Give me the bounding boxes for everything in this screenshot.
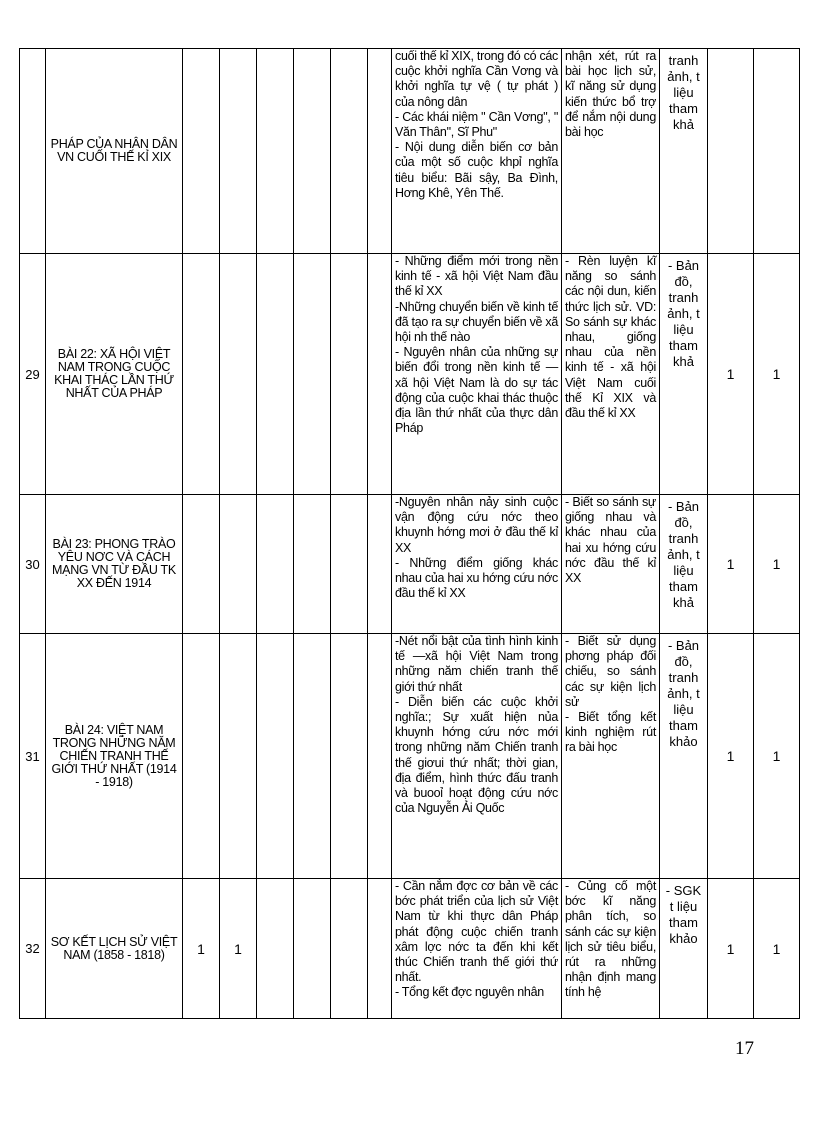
- lesson-number-cell: [20, 49, 46, 254]
- cell-line: khả: [673, 354, 694, 369]
- curriculum-table: [19, 48, 800, 1019]
- empty-cell: [368, 879, 392, 1019]
- cell-line: tham: [669, 915, 698, 930]
- lesson-title-cell: BÀI 22: XÃ HỘI VIỆT NAM TRONG CUỘC KHAI THÁC LẦN THỨ NHẤT CỦA PHÁP: [46, 254, 183, 495]
- cell-line: ảnh, t: [667, 686, 700, 701]
- cell-line: ảnh, t: [667, 69, 700, 84]
- period-count-cell: [220, 634, 257, 879]
- lesson-number-cell: 32: [20, 879, 46, 1019]
- teaching-aids-cell: [660, 254, 708, 495]
- period-count-cell: [183, 254, 220, 495]
- value-cell: 1: [754, 495, 800, 634]
- skills-cell: [562, 254, 660, 495]
- table-row: [20, 879, 800, 1019]
- cell-line: -Những chuyển biến về kinh tế đã tạo ra sự chuyển biến về xã hội nh thế nào: [395, 299, 558, 345]
- cell-line: khả: [673, 117, 694, 132]
- cell-line: tham: [669, 101, 698, 116]
- empty-cell: [257, 879, 294, 1019]
- cell-line: - Biết tổng kết kinh nghiệm rút ra bài học: [565, 710, 656, 755]
- cell-line: - Diễn biến các cuộc khởi nghĩa:; Sự xuất hiện nủa khuynh hớng cứu nớc mới trong những năm Chiến tranh thế giơui thứ nhất; thời gian, địa điểm, hình thức đấu tranh và buooỉ hoạt động cứu nớc của Nguyễn Ải Quốc: [395, 694, 558, 816]
- cell-line: liệu: [673, 322, 694, 337]
- cell-line: - Các khái niệm " Cần Vơng", " Văn Thân", Sĩ Phu": [395, 109, 558, 140]
- cell-line: -Nét nổi bật của tình hình kinh tế —xã hội Việt Nam trong những năm chiến tranh thế giới thứ nhất: [395, 634, 558, 694]
- cell-line: đồ,: [674, 515, 693, 530]
- period-count-cell: [220, 495, 257, 634]
- lesson-title-cell: PHÁP CỦA NHÂN DÂN VN CUỐI THẾ KỈ XIX: [46, 49, 183, 254]
- skills-cell: [562, 879, 660, 1019]
- period-count-cell: [183, 634, 220, 879]
- cell-line: đồ,: [674, 654, 693, 669]
- period-count-cell: [220, 254, 257, 495]
- table-row: [20, 495, 800, 634]
- teaching-aids-cell: [660, 879, 708, 1019]
- cell-line: - Rèn luyện kĩ năng so sánh các nội dun, kiến thức lịch sử. VD: So sánh sự khác nhau, giống nhau của nền kinh tế - xã hội Việt Nam cuối thế Kỉ XIX và đầu thế kỉ XX: [565, 254, 656, 421]
- cell-line: cuối thế kỉ XIX, trong đó có các cuộc khởi nghĩa Cần Vơng và khởi nghĩa tự vệ ( tự phát ) của nông dân: [395, 49, 558, 109]
- knowledge-cell: [392, 49, 562, 254]
- cell-line: - Nguyên nhân của những sự biến đổi trong nền kinh tế — xã hội Việt Nam là do sự tác động của cuộc khai thác thuộc địa lần thứ nhất của thực dân Pháp: [395, 345, 558, 436]
- page-number: 17: [735, 1038, 754, 1059]
- lesson-number-cell: 31: [20, 634, 46, 879]
- cell-line: tham: [669, 579, 698, 594]
- knowledge-cell: [392, 879, 562, 1019]
- cell-line: liệu: [673, 85, 694, 100]
- cell-line: khả: [673, 595, 694, 610]
- cell-line: - Những điểm mới trong nền kinh tế - xã hội Việt Nam đầu thế kỉ XX: [395, 254, 558, 299]
- cell-line: ảnh, t: [667, 306, 700, 321]
- period-count-cell: 1: [183, 879, 220, 1019]
- teaching-aids-cell: [660, 49, 708, 254]
- skills-cell: [562, 495, 660, 634]
- empty-cell: [257, 634, 294, 879]
- cell-line: - Cần nắm đợc cơ bản về các bớc phát triển của lịch sử Việt Nam từ khi thực dân Pháp phát động cuộc chiến tranh xâm lợc nớc ta đến khi kết thúc Chiến tranh thế giới thứ nhất.: [395, 879, 558, 985]
- lesson-title-cell: BÀI 24: VIỆT NAM TRONG NHỮNG NĂM CHIẾN TRANH THẾ GIỚI THỨ NHẤT (1914 - 1918): [46, 634, 183, 879]
- knowledge-cell: [392, 254, 562, 495]
- cell-line: - Bản: [667, 258, 700, 273]
- value-cell: 1: [754, 634, 800, 879]
- cell-line: tham: [669, 718, 698, 733]
- empty-cell: [368, 254, 392, 495]
- empty-cell: [331, 634, 368, 879]
- cell-line: nhận xét, rút ra bài học lịch sử, kĩ năng sử dụng kiến thức bổ trợ để nắm nội dung bài học: [565, 49, 656, 140]
- table-row: [20, 634, 800, 879]
- period-count-cell: [220, 49, 257, 254]
- empty-cell: [331, 495, 368, 634]
- empty-cell: [331, 254, 368, 495]
- skills-cell: [562, 49, 660, 254]
- value-cell: [708, 49, 754, 254]
- period-count-cell: [183, 49, 220, 254]
- value-cell: [754, 49, 800, 254]
- value-cell: 1: [708, 254, 754, 495]
- cell-line: tranh: [668, 53, 699, 68]
- empty-cell: [257, 254, 294, 495]
- cell-line: khảo: [669, 734, 698, 749]
- cell-line: - Bản: [667, 499, 700, 514]
- lesson-title-cell: SƠ KẾT LỊCH SỬ VIỆT NAM (1858 - 1818): [46, 879, 183, 1019]
- cell-line: tranh: [668, 670, 699, 685]
- cell-line: liệu: [673, 563, 694, 578]
- cell-line: - Nội dung diễn biến cơ bản của một số cuộc khpỉ nghĩa tiêu biểu: Bãi sậy, Ba Đình, Hơng Khê, Yên Thế.: [395, 140, 558, 200]
- empty-cell: [368, 49, 392, 254]
- lesson-number-cell: 30: [20, 495, 46, 634]
- empty-cell: [331, 49, 368, 254]
- value-cell: 1: [708, 879, 754, 1019]
- cell-line: liệu: [673, 702, 694, 717]
- knowledge-cell: [392, 634, 562, 879]
- table-row: [20, 254, 800, 495]
- value-cell: 1: [708, 495, 754, 634]
- skills-cell: [562, 634, 660, 879]
- cell-line: ảnh, t: [667, 547, 700, 562]
- empty-cell: [294, 254, 331, 495]
- cell-line: - Những điểm giống khác nhau của hai xu hớng cứu nớc đầu thế kỉ XX: [395, 555, 558, 601]
- empty-cell: [294, 495, 331, 634]
- cell-line: tham: [669, 338, 698, 353]
- period-count-cell: 1: [220, 879, 257, 1019]
- empty-cell: [331, 879, 368, 1019]
- cell-line: khảo: [669, 931, 698, 946]
- value-cell: 1: [754, 879, 800, 1019]
- period-count-cell: [183, 495, 220, 634]
- empty-cell: [294, 634, 331, 879]
- cell-line: -Nguyên nhân nảy sinh cuộc vận động cứu nớc theo khuynh hớng mơi ở đầu thế kỉ XX: [395, 495, 558, 555]
- empty-cell: [368, 634, 392, 879]
- table-row: [20, 49, 800, 254]
- teaching-aids-cell: [660, 495, 708, 634]
- cell-line: - Bản: [667, 638, 700, 653]
- cell-line: tranh: [668, 531, 699, 546]
- lesson-number-cell: 29: [20, 254, 46, 495]
- empty-cell: [294, 49, 331, 254]
- empty-cell: [294, 879, 331, 1019]
- cell-line: - Tổng kết đợc nguyên nhân: [395, 985, 544, 1000]
- cell-line: t liệu: [669, 899, 698, 914]
- teaching-aids-cell: [660, 634, 708, 879]
- empty-cell: [257, 495, 294, 634]
- empty-cell: [368, 495, 392, 634]
- value-cell: 1: [708, 634, 754, 879]
- empty-cell: [257, 49, 294, 254]
- cell-line: - Biết sử dụng phơng pháp đối chiếu, so sánh các sự kiện lịch sử: [565, 634, 656, 709]
- lesson-title-cell: BÀI 23: PHONG TRÀO YÊU NƠC VÀ CÁCH MẠNG VN TỪ ĐẦU TK XX ĐẾN 1914: [46, 495, 183, 634]
- cell-line: đồ,: [674, 274, 693, 289]
- cell-line: - Biết so sánh sự giống nhau và khác nhau của hai xu hớng cứu nớc đầu thế kỉ XX: [565, 495, 656, 586]
- cell-line: - Củng cố một bớc kĩ năng phân tích, so sánh các sự kiện lịch sử tiêu biểu, rút ra những nhận định mang tính hệ: [565, 879, 656, 1000]
- cell-line: tranh: [668, 290, 699, 305]
- value-cell: 1: [754, 254, 800, 495]
- knowledge-cell: [392, 495, 562, 634]
- cell-line: - SGK: [665, 883, 702, 898]
